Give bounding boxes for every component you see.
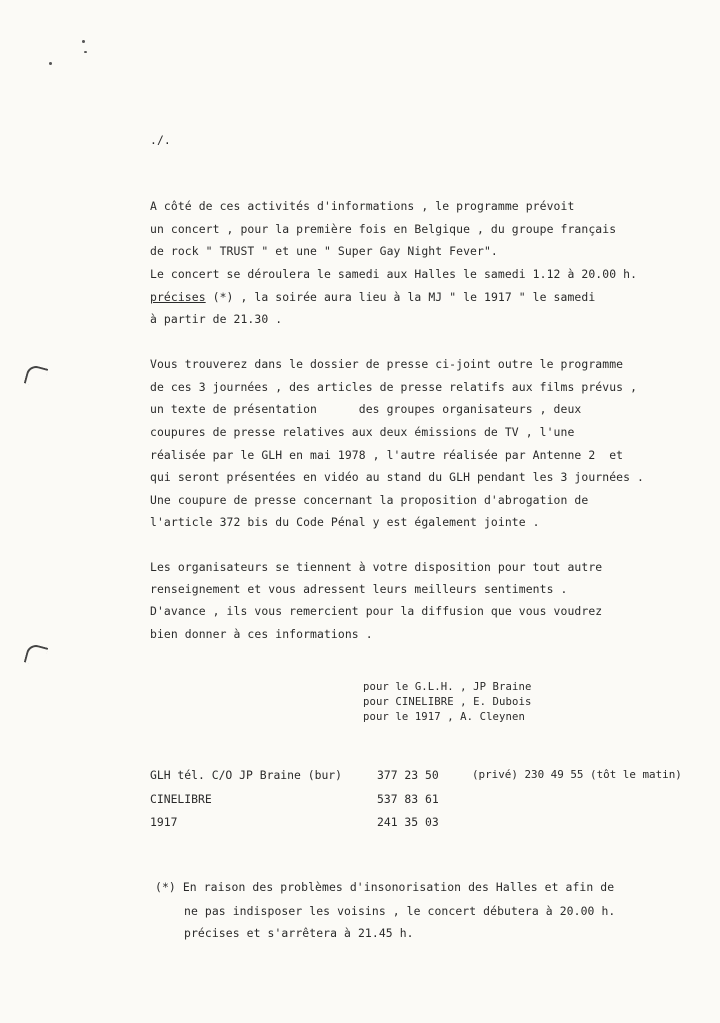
paragraph3-line: D'avance , ils vous remercient pour la diffusion que vous voudrez	[150, 604, 603, 618]
paragraph1-line: à partir de 21.30 .	[150, 312, 283, 326]
ink-speck	[49, 62, 52, 65]
paragraph2-line: coupures de presse relatives aux deux émissions de TV , l'une	[150, 425, 575, 439]
contact-label: CINELIBRE	[150, 792, 212, 806]
paragraph2-line: de ces 3 journées , des articles de presse relatifs aux films prévus ,	[150, 380, 638, 394]
punch-hole-mark	[24, 643, 48, 667]
signature-line: pour le G.L.H. , JP Braine	[363, 681, 532, 693]
paragraph1-line: de rock " TRUST " et une " Super Gay Night Fever".	[150, 244, 498, 258]
footnote-line: (*) En raison des problèmes d'insonorisation des Halles et afin de	[155, 880, 615, 894]
paragraph3-line: renseignement et vous adressent leurs meilleurs sentiments .	[150, 582, 568, 596]
paragraph2-line: l'article 372 bis du Code Pénal y est également jointe .	[150, 515, 540, 529]
contact-number: 377 23 50	[377, 768, 439, 782]
paragraph1-line	[150, 290, 595, 304]
footnote-line: précises et s'arrêtera à 21.45 h.	[184, 926, 414, 940]
paragraph2-line: qui seront présentées en vidéo au stand du GLH pendant les 3 journées .	[150, 470, 644, 484]
contact-label: GLH tél. C/O JP Braine (bur)	[150, 768, 343, 782]
paragraph2-line: un texte de présentation des groupes organisateurs , deux	[150, 402, 582, 416]
contact-number: 537 83 61	[377, 792, 439, 806]
paragraph1-line: Le concert se déroulera le samedi aux Halles le samedi 1.12 à 20.00 h.	[150, 267, 638, 281]
paragraph1-line: A côté de ces activités d'informations , le programme prévoit	[150, 199, 575, 213]
page-mark: ./.	[150, 133, 171, 147]
footnote-line: ne pas indisposer les voisins , le concert débutera à 20.00 h.	[184, 904, 616, 918]
underlined-word: précises	[150, 290, 206, 304]
punch-hole-mark	[24, 364, 48, 388]
ink-speck	[84, 51, 87, 53]
signature-line: pour CINELIBRE , E. Dubois	[363, 696, 532, 708]
contact-number: 241 35 03	[377, 815, 439, 829]
signature-line: pour le 1917 , A. Cleynen	[363, 711, 525, 723]
paragraph2-line: Une coupure de presse concernant la proposition d'abrogation de	[150, 493, 589, 507]
paragraph2-line: Vous trouverez dans le dossier de presse ci-joint outre le programme	[150, 357, 624, 371]
paragraph3-line: bien donner à ces informations .	[150, 627, 373, 641]
ink-speck	[82, 40, 85, 43]
paragraph3-line: Les organisateurs se tiennent à votre disposition pour tout autre	[150, 560, 603, 574]
paragraph1-line-rest: (*) , la soirée aura lieu à la MJ " le 1917 " le samedi	[205, 290, 596, 304]
paragraph2-line: réalisée par le GLH en mai 1978 , l'autre réalisée par Antenne 2 et	[150, 448, 624, 462]
contact-label: 1917	[150, 815, 178, 829]
paragraph1-line: un concert , pour la première fois en Belgique , du groupe français	[150, 222, 617, 236]
contact-extra: (privé) 230 49 55 (tôt le matin)	[472, 768, 682, 781]
